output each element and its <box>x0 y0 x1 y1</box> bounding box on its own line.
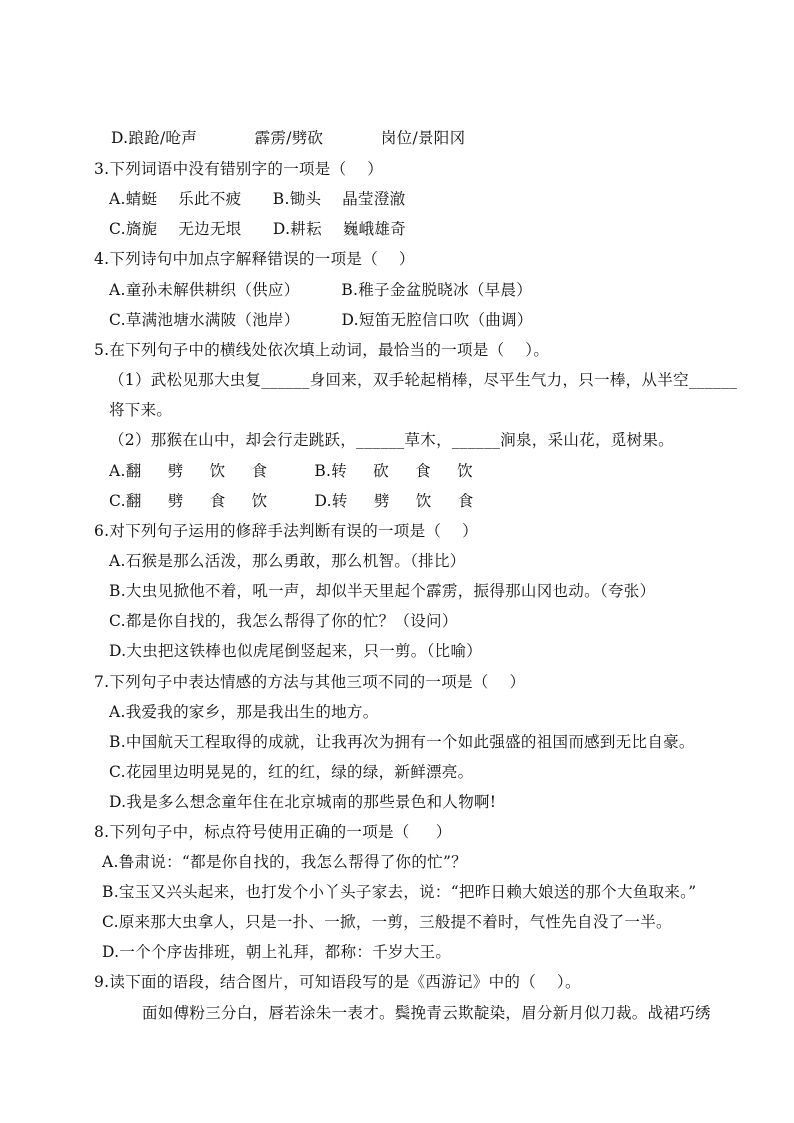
q6-option-b: B.大虫见掀他不着，吼一声，却似半天里起个霹雳，振得那山冈也动。（夸张） <box>109 582 656 600</box>
q3-options-cd: C.旖旎 无边无垠 D.耕耘 巍峨雄奇 <box>109 220 407 238</box>
q7-option-c: C.花园里边明晃晃的，红的红，绿的绿，新鲜漂亮。 <box>109 763 474 781</box>
question-4: 4.下列诗句中加点字解释错误的一项是（ ） <box>94 250 415 268</box>
q9-passage: 面如傅粉三分白，唇若涂朱一表才。鬓挽青云欺靛染，眉分新月似刀裁。战裙巧绣 <box>142 1004 711 1022</box>
q6-option-d: D.大虫把这铁棒也似虎尾倒竖起来，只一剪。（比喻） <box>109 642 483 660</box>
q8-option-a: A.鲁肃说：“都是你自找的，我怎么帮得了你的忙”？ <box>102 853 467 871</box>
q7-option-b: B.中国航天工程取得的成就，让我再次为拥有一个如此强盛的祖国而感到无比自豪。 <box>109 733 695 751</box>
q5-sentence-2: （2）那猴在山中，却会行走跳跃，______草木，______涧泉，采山花，觅树果。 <box>109 431 674 449</box>
q5-options-ab: A.翻 劈 饮 食 B.转 砍 食 饮 <box>109 462 473 480</box>
question-7: 7.下列句子中表达情感的方法与其他三项不同的一项是（ ） <box>94 673 526 691</box>
q5-options-cd: C.翻 劈 食 饮 D.转 劈 饮 食 <box>109 492 474 510</box>
q2-option-d: D.踉跄/呛声 霹雳/劈砍 岗位/景阳冈 <box>111 129 466 147</box>
q5-sentence-1: （1）武松见那大虫复______身回来，双手轮起梢棒，尽平生气力，只一棒，从半空______ <box>109 371 738 389</box>
q7-option-d: D.我是多么想念童年住在北京城南的那些景色和人物啊! <box>109 793 497 811</box>
q3-options-ab: A.蜻蜓 乐此不疲 B.锄头 晶莹澄澈 <box>109 190 406 208</box>
q6-option-a: A.石猴是那么活泼，那么勇敢，那么机智。（排比） <box>109 552 466 570</box>
question-6: 6.对下列句子运用的修辞手法判断有误的一项是（ ） <box>94 522 478 540</box>
q4-options-cd: C.草满池塘水满陂（池岸） D.短笛无腔信口吹（曲调） <box>109 311 533 329</box>
q8-option-d: D.一个个序齿排班，朝上礼拜，都称：千岁大王。 <box>102 943 452 961</box>
question-3: 3.下列词语中没有错别字的一项是（ ） <box>94 160 384 178</box>
q4-options-ab: A.童孙未解供耕织（供应） B.稚子金盆脱晓冰（早晨） <box>109 281 533 299</box>
q8-option-c: C.原来那大虫拿人，只是一扑、一掀，一剪，三般提不着时，气性先自没了一半。 <box>102 913 672 931</box>
question-9: 9.读下面的语段，结合图片，可知语段写的是《西游记》中的（ ）。 <box>94 973 581 991</box>
q5-sentence-1-cont: 将下来。 <box>109 401 173 419</box>
question-8: 8.下列句子中，标点符号使用正确的一项是（ ） <box>94 823 452 841</box>
q8-option-b: B.宝玉又兴头起来，也打发个小丫头子家去，说：“把昨日赖大娘送的那个大鱼取来。” <box>102 883 697 901</box>
q6-option-c: C.都是你自找的，我怎么帮得了你的忙？（设问） <box>109 612 458 630</box>
q7-option-a: A.我爱我的家乡，那是我出生的地方。 <box>109 703 379 721</box>
question-5: 5.在下列句子中的横线处依次填上动词，最恰当的一项是（ ）。 <box>94 341 550 359</box>
